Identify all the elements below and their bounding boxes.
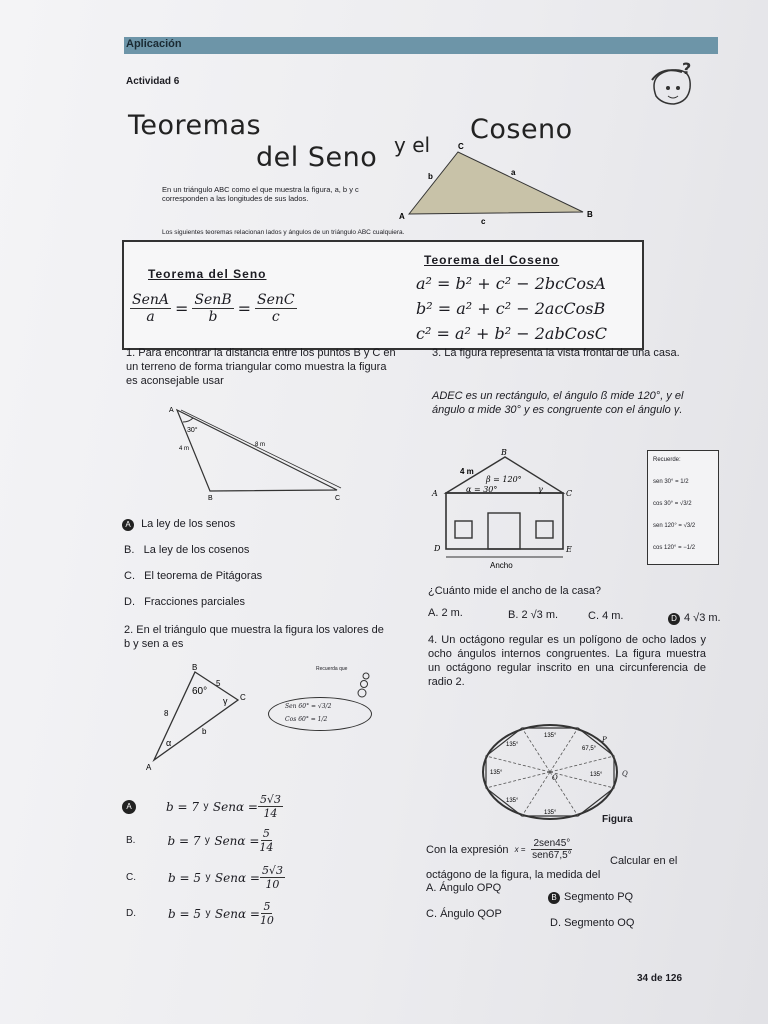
intro-text: En un triángulo ABC como el que muestra la figura, a, b y c corresponden a las longitudes de sus lados.	[162, 185, 359, 203]
svg-text:135°: 135°	[506, 798, 519, 804]
q4-expression-text: Calcular en el octágono de la figura, la medida del	[426, 855, 678, 881]
q1-triangle-figure	[165, 402, 350, 502]
svg-text:b: b	[202, 727, 207, 736]
svg-text:4 m: 4 m	[179, 446, 190, 452]
vertex-b-label: B	[587, 210, 593, 219]
question-3-prompt: ¿Cuánto mide el ancho de la casa?	[428, 585, 602, 597]
svg-text:5: 5	[216, 679, 221, 688]
q4-expression: Con la expresión x = $\frac{\text{2sen45°}}{\text{sen67,5°}}$	[426, 838, 572, 861]
q2-triangle-figure	[140, 660, 260, 775]
svg-text:α: α	[166, 738, 172, 748]
q3-option-d[interactable]: D 4 √3 m.	[668, 612, 721, 625]
svg-text:135°: 135°	[490, 770, 503, 776]
svg-text:P: P	[602, 736, 607, 744]
svg-text:C: C	[335, 495, 341, 502]
question-1-text: 1. Para encontrar la distancia entre los puntos B y C en un terreno de forma triangular como muestra la figura es aconsejable usar	[126, 347, 396, 387]
svg-text:γ: γ	[538, 485, 543, 494]
q1-option-b[interactable]: B. La ley de los cosenos	[124, 544, 250, 556]
q4-octagon-figure	[478, 722, 618, 827]
svg-text:A: A	[169, 407, 174, 414]
question-3-statement: ADEC es un rectángulo, el ángulo ß mide 120°, y el ángulo α mide 30° y es congruente con el ángulo γ.	[432, 390, 684, 416]
svg-text:4 m: 4 m	[460, 467, 474, 476]
q4-option-a[interactable]: A. Ángulo OPQ	[426, 882, 502, 894]
svg-text:?: ?	[682, 59, 692, 78]
q4-option-b[interactable]: B Segmento PQ	[548, 891, 633, 904]
q3-option-c[interactable]: C. 4 m.	[588, 610, 624, 622]
section-header-bar	[124, 37, 718, 54]
q2-option-d[interactable]: D. b = 5 y Senα = $\frac{5}{10}$	[126, 900, 274, 927]
vertex-a-label: A	[399, 212, 405, 221]
q3-option-a[interactable]: A. 2 m.	[428, 607, 463, 619]
thinking-character-icon	[642, 58, 702, 116]
q3-option-b[interactable]: B. 2 √3 m.	[508, 609, 559, 621]
svg-text:67,5°: 67,5°	[582, 746, 597, 752]
q2-remember-title: Recuerda que	[316, 666, 348, 672]
svg-text:60°: 60°	[192, 686, 208, 697]
svg-text:30°: 30°	[187, 427, 198, 434]
title-y-el: y el	[394, 133, 431, 157]
svg-text:135°: 135°	[544, 810, 557, 816]
q2-remember-bubble: Sen 60° = √3/2 Cos 60° = 1/2	[268, 697, 372, 731]
vertex-c-label: C	[458, 143, 464, 151]
thought-bubbles-icon	[356, 672, 376, 698]
svg-text:β = 120°: β = 120°	[486, 475, 522, 484]
svg-text:B: B	[208, 495, 213, 502]
question-2-text: 2. En el triángulo que muestra la figura los valores de b y sen a es	[124, 624, 384, 650]
side-c-label: c	[481, 217, 486, 226]
side-b-label: b	[428, 172, 433, 181]
svg-text:135°: 135°	[506, 742, 519, 748]
q1-option-a[interactable]: A La ley de los senos	[122, 518, 235, 531]
q4-option-d[interactable]: D. Segmento OQ	[550, 917, 635, 929]
title-coseno: Coseno	[470, 114, 573, 145]
svg-text:Ancho: Ancho	[490, 561, 513, 570]
title-teoremas: Teoremas	[128, 110, 262, 141]
svg-text:A: A	[432, 489, 438, 498]
cosine-formula-3: c² = a² + b² − 2abCosC	[416, 324, 608, 343]
cosine-formula-1: a² = b² + c² − 2bcCosA	[416, 274, 606, 293]
octagon-figure-caption: Figura	[602, 814, 633, 825]
q2-option-b[interactable]: B. b = 7 y Senα = $\frac{5}{14}$	[126, 827, 274, 854]
cosine-theorem-title: Teorema del Coseno	[424, 253, 560, 267]
sine-theorem-title: Teorema del Seno	[148, 267, 267, 281]
vertex-q-label: Q	[622, 770, 628, 778]
q2-option-c[interactable]: C. b = 5 y Senα = $\frac{5√3}{10}$	[126, 864, 283, 891]
cosine-formula-2: b² = a² + c² − 2acCosB	[416, 299, 606, 318]
activity-label: Actividad 6	[126, 76, 180, 87]
page-number: 34 de 126	[637, 973, 683, 984]
intro-text-2: Los siguientes teoremas relacionan lados y ángulos de un triángulo ABC cualquiera.	[162, 229, 405, 236]
svg-text:C: C	[566, 489, 573, 498]
question-3-text: 3. La figura representa la vista frontal de una casa.	[432, 347, 680, 359]
svg-text:γ: γ	[223, 696, 228, 706]
svg-text:α = 30°: α = 30°	[466, 485, 498, 494]
title-del-seno: del Seno	[256, 142, 378, 173]
triangle-abc-figure	[395, 143, 605, 228]
svg-text:E: E	[566, 545, 572, 554]
svg-text:135°: 135°	[544, 733, 557, 739]
sine-theorem-formula: $\frac{\text{SenA}}{a}$ = $\frac{\text{SenB}}{b}$ = $\frac{\text{SenC}}{c}$	[132, 292, 295, 325]
question-4-text: 4. Un octágono regular es un polígono de ocho lados y ocho ángulos internos congruentes. La figura muestra un octágono regular inscrito en una circunferencia de radio 2.	[428, 634, 706, 688]
svg-text:D: D	[434, 544, 441, 553]
svg-text:8: 8	[164, 709, 169, 718]
q3-house-figure	[428, 445, 578, 573]
theorems-box	[122, 240, 644, 350]
q3-remember-box: Recuerde: sen 30° = 1/2 cos 30° = √3/2 sen 120° = √3/2 cos 120° = −1/2	[647, 450, 719, 565]
svg-text:O: O	[552, 774, 558, 782]
svg-text:135°: 135°	[590, 772, 603, 778]
q1-option-c[interactable]: C. El teorema de Pitágoras	[124, 570, 263, 582]
svg-text:8 m: 8 m	[255, 442, 266, 448]
q4-option-c[interactable]: C. Ángulo QOP	[426, 908, 502, 920]
side-a-label: a	[511, 168, 516, 177]
q2-option-a[interactable]: A b = 7 y Senα = $\frac{5√3}{14}$	[122, 793, 283, 820]
svg-text:B: B	[501, 448, 507, 457]
section-title: Aplicación	[126, 38, 182, 50]
svg-text:C: C	[240, 693, 246, 702]
svg-text:B: B	[192, 663, 198, 672]
svg-text:A: A	[146, 763, 152, 772]
q1-option-d[interactable]: D. Fracciones parciales	[124, 596, 246, 608]
